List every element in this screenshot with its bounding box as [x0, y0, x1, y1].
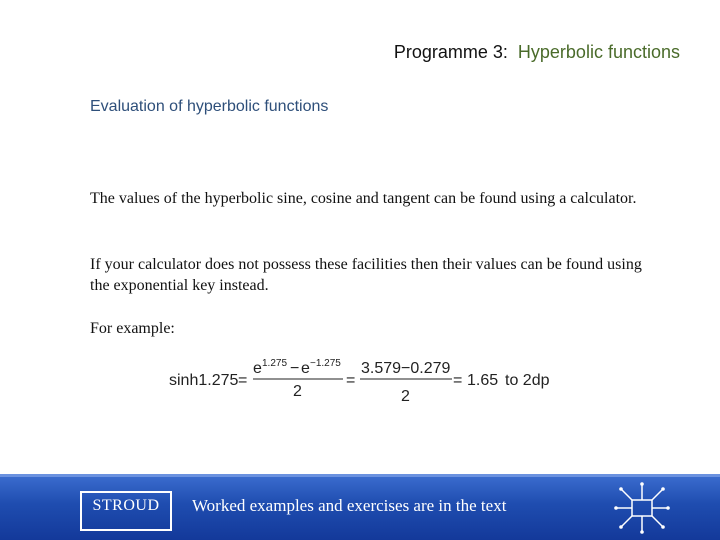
paragraph-exponential: If your calculator does not possess these facilities then their values can be found using the exponential key instead.: [90, 256, 642, 294]
equals-sign-2: =: [346, 372, 356, 389]
programme-label: Programme 3:: [393, 42, 508, 62]
navigation-compass-icon[interactable]: [612, 482, 672, 534]
equals-sign-1: =: [238, 372, 248, 389]
numerator-2: 3.579−0.279: [361, 360, 451, 377]
footer-bar: [0, 474, 720, 540]
exp-power-1: 1.275: [262, 358, 288, 369]
equals-sign-3: =: [453, 372, 463, 389]
exp-base-1: e: [253, 360, 262, 377]
numerator-minus: −: [290, 360, 300, 377]
paragraph-calculator: The values of the hyperbolic sine, cosine and tangent can be found using a calculator.: [90, 190, 637, 207]
paragraph-for-example: For example:: [90, 320, 175, 337]
programme-topic: Hyperbolic functions: [517, 42, 680, 62]
sinh-equation: [165, 356, 585, 408]
denominator-1: 2: [293, 383, 302, 400]
exp-base-2: e: [301, 360, 310, 377]
exp-power-2: −1.275: [310, 358, 341, 369]
equation-result: 1.65: [467, 372, 499, 389]
equation-lhs: sinh1.275: [169, 372, 239, 389]
footer-caption: Worked examples and exercises are in the text: [192, 496, 507, 515]
programme-title: [394, 42, 680, 63]
denominator-2: 2: [401, 388, 410, 405]
equation-note: to 2dp: [505, 372, 550, 389]
stroud-logo: STROUD: [80, 491, 172, 531]
section-title: Evaluation of hyperbolic functions: [90, 98, 329, 115]
